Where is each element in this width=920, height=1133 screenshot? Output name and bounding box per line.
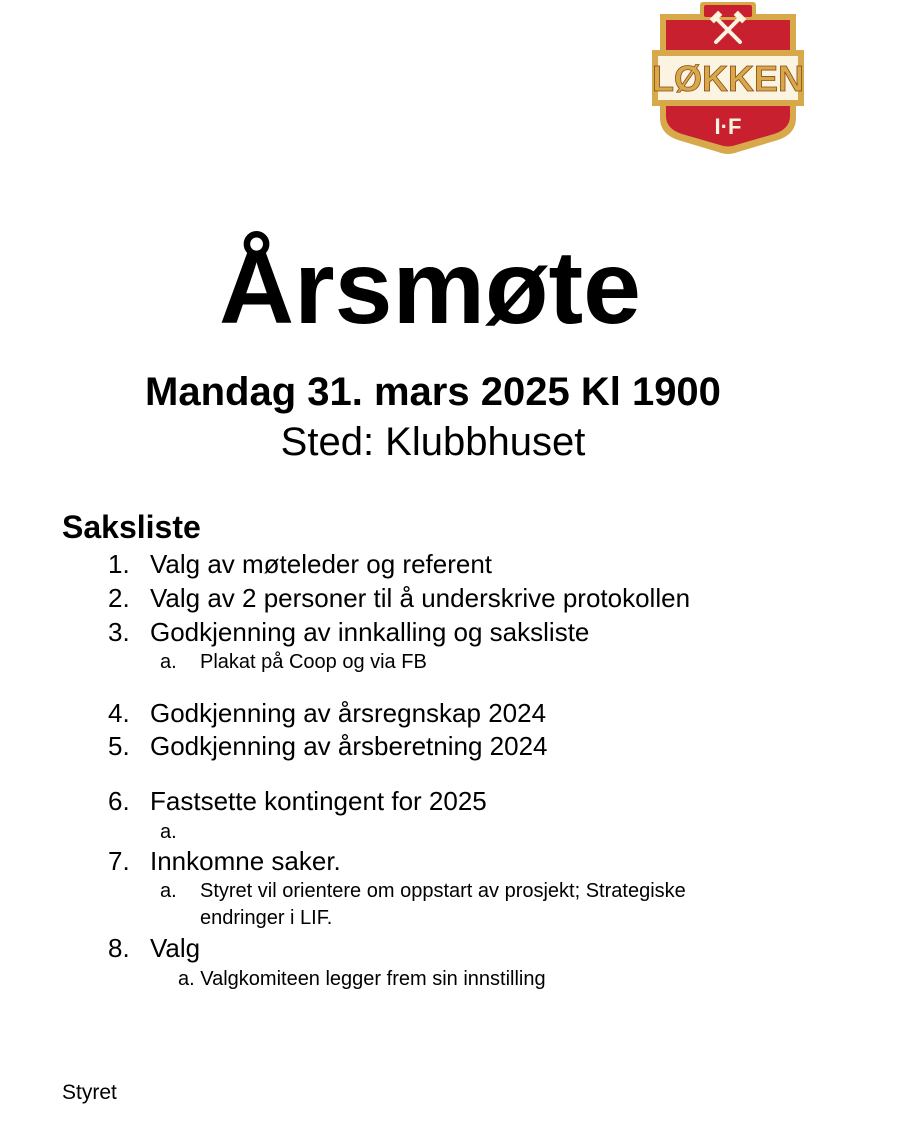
- logo-sub: I·F: [714, 114, 742, 139]
- agenda-item-text: Godkjenning av årsberetning 2024: [150, 731, 548, 761]
- agenda-subitem-text: Plakat på Coop og via FB: [200, 651, 427, 673]
- agenda-item-text: Godkjenning av innkalling og saksliste: [150, 617, 590, 647]
- agenda-item-number: 6.: [108, 786, 130, 816]
- signature: Styret: [62, 1081, 117, 1104]
- agenda-item-number: 5.: [108, 731, 130, 761]
- agenda-item-number: 1.: [108, 549, 130, 579]
- agenda-subitem-letter: a.: [160, 821, 177, 843]
- agenda-item-text: Godkjenning av årsregnskap 2024: [150, 698, 547, 728]
- agenda-subitem-text: Styret vil orientere om oppstart av prosjekt; Strategiske: [200, 880, 686, 902]
- page-title: Årsmøte: [219, 230, 641, 346]
- logo-name: LØKKEN: [652, 58, 804, 99]
- agenda-item-number: 3.: [108, 617, 130, 647]
- agenda-item-number: 2.: [108, 583, 130, 613]
- agenda-subitem-text: endringer i LIF.: [200, 907, 333, 929]
- meeting-location: Sted: Klubbhuset: [280, 420, 586, 464]
- agenda-item-text: Innkomne saker.: [150, 846, 341, 876]
- club-logo: [646, 2, 810, 158]
- agenda-item-text: Fastsette kontingent for 2025: [150, 786, 487, 816]
- agenda-item-text: Valg av 2 personer til å underskrive protokollen: [150, 583, 691, 613]
- meeting-date: Mandag 31. mars 2025 Kl 1900: [145, 370, 721, 414]
- agenda-heading: Saksliste: [62, 509, 201, 545]
- agenda-subitem: a. Valgkomiteen legger frem sin innstilling: [178, 968, 546, 990]
- agenda-item-text: Valg: [150, 933, 201, 963]
- agenda-item-number: 4.: [108, 698, 130, 728]
- agenda-subitem-letter: a.: [160, 880, 177, 902]
- agenda-item-number: 7.: [108, 846, 130, 876]
- agenda-subitem-letter: a.: [160, 651, 177, 673]
- agenda-item-number: 8.: [108, 933, 130, 963]
- agenda-item-text: Valg av møteleder og referent: [150, 549, 493, 579]
